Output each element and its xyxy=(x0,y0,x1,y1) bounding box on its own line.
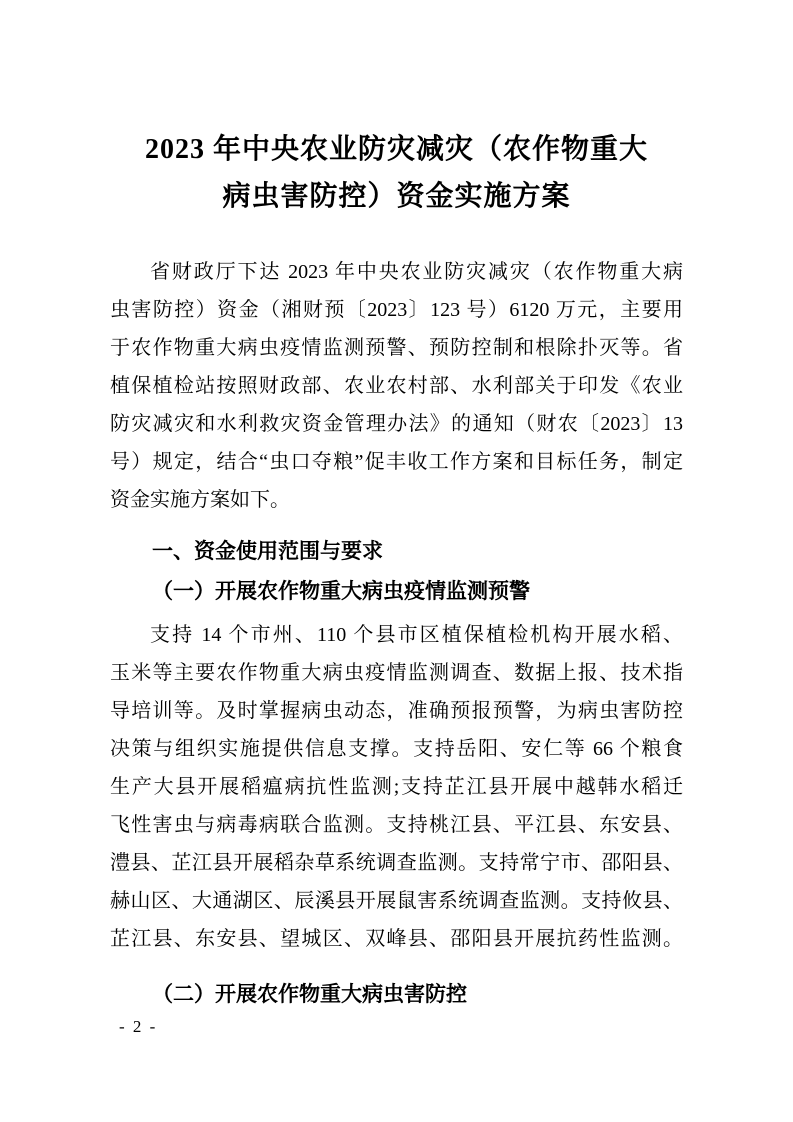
monitoring-paragraph-line: 飞性害虫与病毒病联合监测。支持桃江县、平江县、东安县、 xyxy=(110,814,683,836)
monitoring-paragraph-line: 芷江县、东安县、望城区、双峰县、邵阳县开展抗药性监测。 xyxy=(110,928,683,950)
document-content xyxy=(110,0,683,1015)
monitoring-paragraph-line: 玉米等主要农作物重大病虫疫情监测调查、数据上报、技术指 xyxy=(110,662,683,684)
monitoring-paragraph-line: 澧县、芷江县开展稻杂草系统调查监测。支持常宁市、邵阳县、 xyxy=(110,852,683,874)
section-heading-funds-usage: 一、资金使用范围与要求 xyxy=(152,540,383,563)
monitoring-paragraph xyxy=(110,616,683,958)
intro-paragraph-line: 于农作物重大病虫疫情监测预警、预防控制和根除扑灭等。省 xyxy=(110,337,683,359)
intro-paragraph-line: 植保植检站按照财政部、农业农村部、水利部关于印发《农业 xyxy=(110,375,683,397)
document-title-line-1: 2023 年中央农业防灾减灾（农作物重大 xyxy=(144,134,648,165)
intro-paragraph-line: 资金实施方案如下。 xyxy=(110,489,290,511)
monitoring-paragraph-line: 导培训等。及时掌握病虫动态，准确预报预警，为病虫害防控 xyxy=(110,700,683,722)
page-number: - 2 - xyxy=(119,1017,158,1036)
intro-paragraph-line: 号）规定，结合“虫口夺粮”促丰收工作方案和目标任务，制定 xyxy=(110,451,683,473)
intro-paragraph-line: 虫害防控）资金（湘财预〔2023〕123 号）6120 万元，主要用 xyxy=(110,299,683,321)
subsection-heading-control: （二）开展农作物重大病虫害防控 xyxy=(152,983,467,1006)
document-title xyxy=(110,126,683,220)
monitoring-paragraph-line: 生产大县开展稻瘟病抗性监测;支持芷江县开展中越韩水稻迁 xyxy=(110,776,683,798)
monitoring-paragraph-line: 支持 14 个市州、110 个县市区植保植检机构开展水稻、 xyxy=(150,624,683,646)
monitoring-paragraph-line: 决策与组织实施提供信息支撑。支持岳阳、安仁等 66 个粮食 xyxy=(110,738,683,760)
document-title-line-2: 病虫害防控）资金实施方案 xyxy=(222,181,571,212)
subsection-heading-monitoring: （一）开展农作物重大病虫疫情监测预警 xyxy=(152,580,530,603)
intro-paragraph-line: 省财政厅下达 2023 年中央农业防灾减灾（农作物重大病 xyxy=(150,261,683,283)
intro-paragraph xyxy=(110,253,683,519)
monitoring-paragraph-line: 赫山区、大通湖区、辰溪县开展鼠害系统调查监测。支持攸县、 xyxy=(110,890,683,912)
intro-paragraph-line: 防灾减灾和水利救灾资金管理办法》的通知（财农〔2023〕13 xyxy=(110,413,683,435)
